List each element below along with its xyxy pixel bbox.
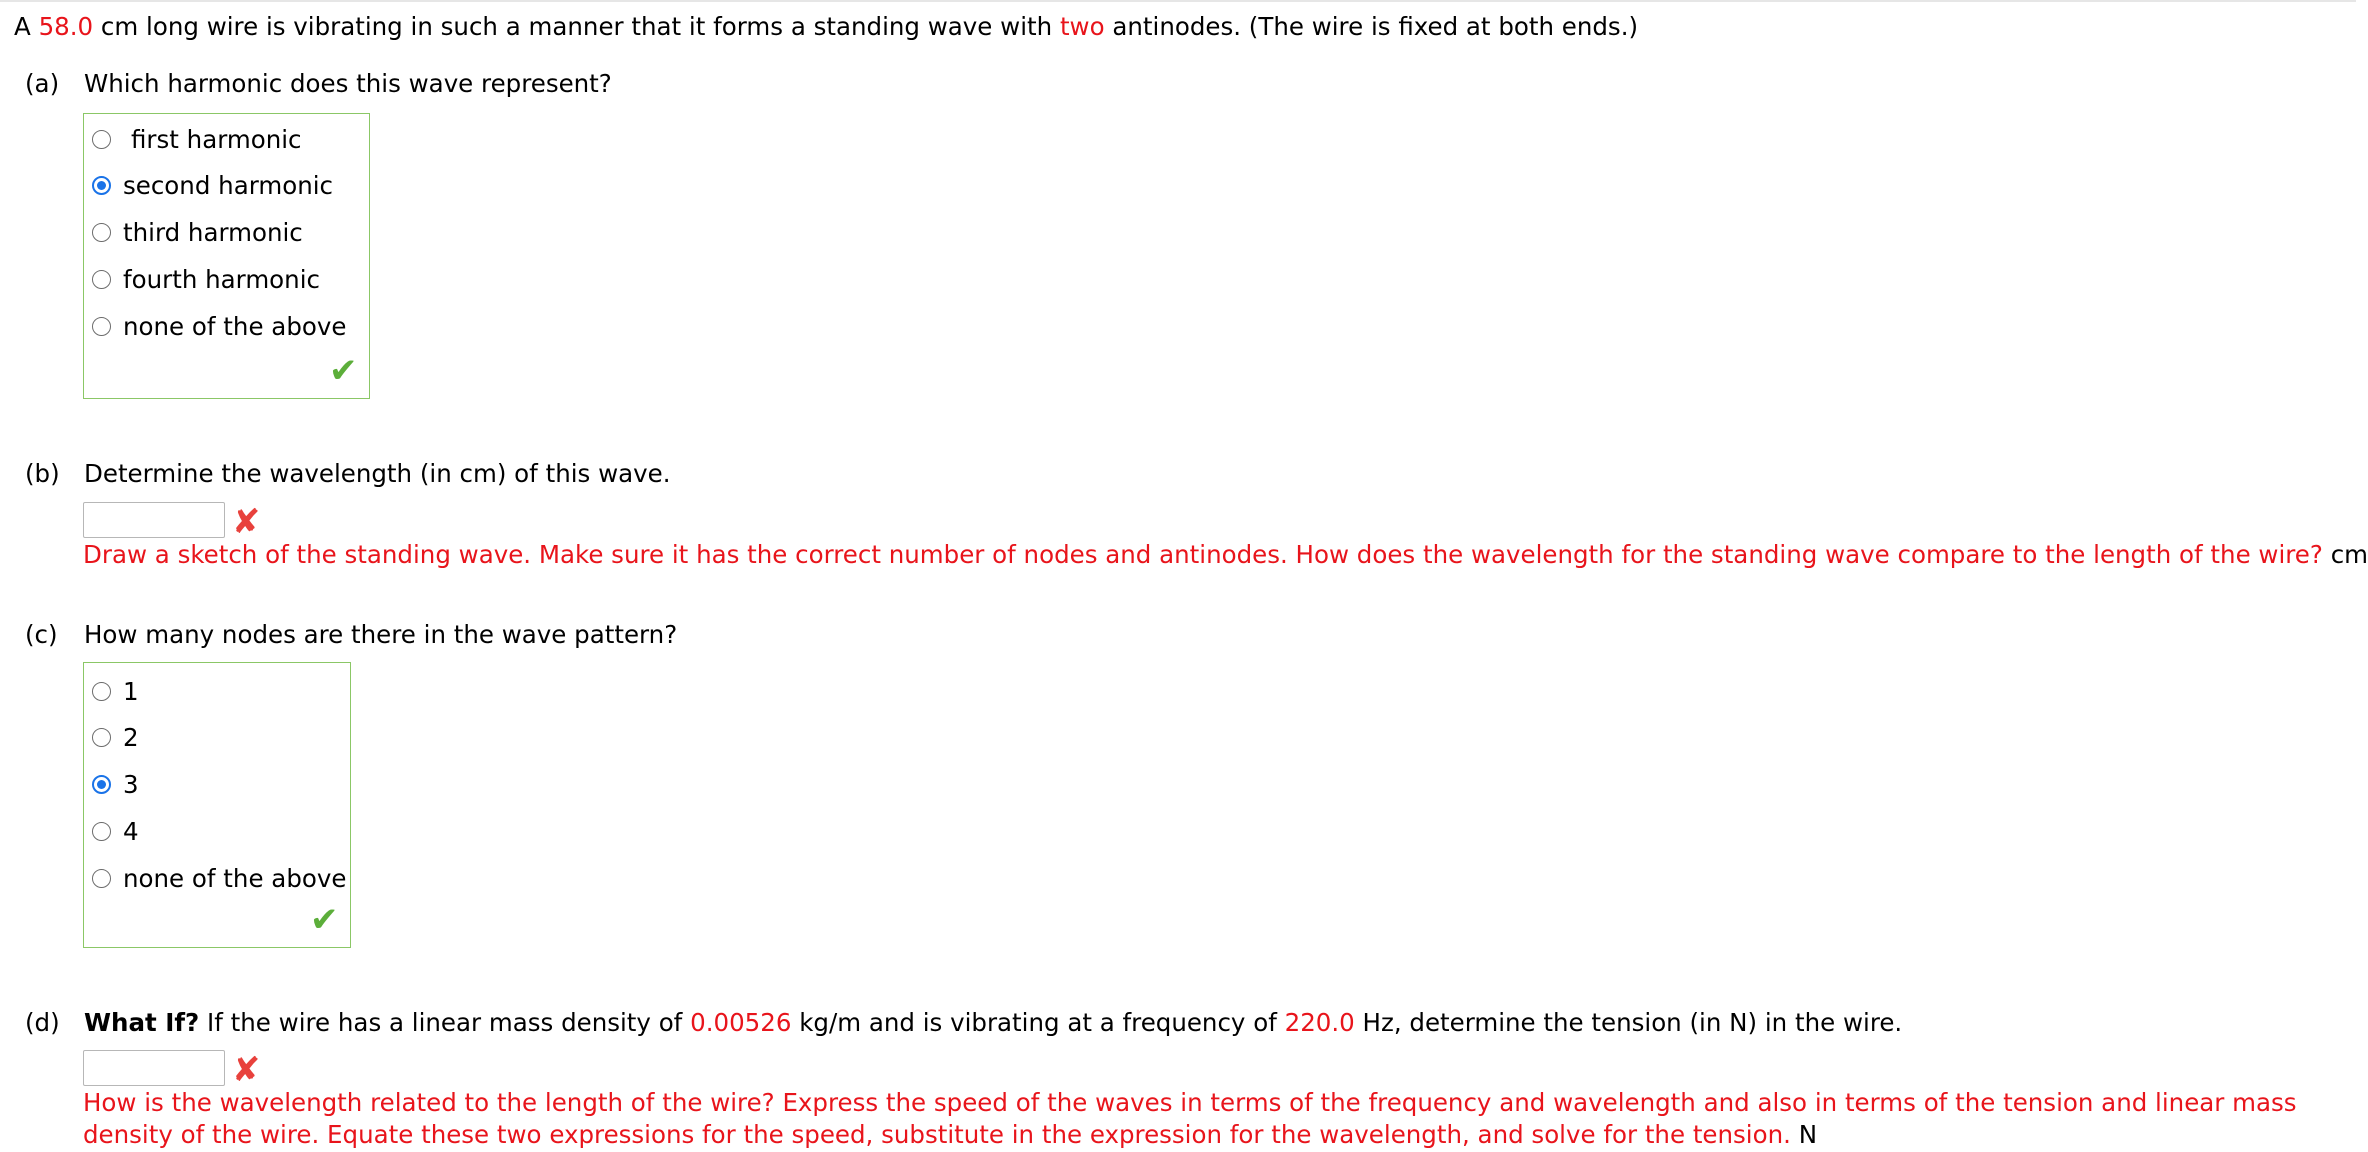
option-label: second harmonic [123,170,334,200]
top-divider [0,0,2356,2]
unit-label: N [1798,1120,1818,1149]
part-b-text: Determine the wavelength (in cm) of this wave. [84,459,671,488]
part-a-option[interactable] [92,217,303,247]
radio-button-selected[interactable] [92,775,111,794]
radio-button[interactable] [92,317,111,336]
radio-button[interactable] [92,223,111,242]
radio-button[interactable] [92,130,111,149]
part-b-question [25,459,671,488]
part-a-text: Which harmonic does this wave represent? [84,69,612,98]
given-antinodes: two [1059,12,1105,41]
check-icon: ✔ [329,351,358,391]
radio-button[interactable] [92,270,111,289]
radio-button[interactable] [92,869,111,888]
part-c-text: How many nodes are there in the wave pattern? [84,620,678,649]
unit-label: cm [2330,540,2368,569]
part-d-question: (d) What If? If the wire has a linear mass density of 0.00526 kg/m and is vibrating at a frequency of 220.0 Hz, determine the tension (in N) in the wire. [25,1008,1903,1037]
part-c-choices [83,662,351,948]
option-label: 1 [123,676,139,706]
radio-button[interactable] [92,822,111,841]
option-label: third harmonic [123,217,303,247]
x-icon: ✘ [232,1050,261,1090]
check-icon: ✔ [310,900,339,940]
part-c-option[interactable] [92,863,346,893]
part-c-question [25,620,677,649]
option-label: fourth harmonic [123,264,320,294]
option-label: 3 [123,769,139,799]
part-c-option[interactable] [92,722,139,752]
what-if-label: What If? [84,1008,200,1037]
option-label: 4 [123,816,139,846]
part-d-hint: How is the wavelength related to the length of the wire? Express the speed of the waves in terms of the frequency and wavelength and also in terms of the tension and linear mass density of the wire. Equate these two expressions for the speed, substitute in the expression for the wavelength, and solve for the tension. N [83,1088,2297,1149]
part-d-label: (d) [25,1008,60,1037]
part-c-label: (c) [25,620,58,649]
given-density: 0.00526 [690,1008,792,1037]
tension-input[interactable] [83,1050,225,1086]
x-icon: ✘ [232,502,261,542]
problem-statement: A 58.0 cm long wire is vibrating in such a manner that it forms a standing wave with two antinodes. (The wire is fixed at both ends.) [14,12,1639,41]
part-b-hint: Draw a sketch of the standing wave. Make sure it has the correct number of nodes and antinodes. How does the wavelength for the standing wave compare to the length of the wire? cm [83,540,2368,569]
given-length: 58.0 [38,12,94,41]
part-a-option[interactable] [92,311,346,341]
part-a-question [25,69,612,98]
radio-button[interactable] [92,682,111,701]
part-c-option-selected[interactable] [92,769,139,799]
option-label: none of the above [123,863,347,893]
part-c-option[interactable] [92,676,139,706]
radio-button-selected[interactable] [92,176,111,195]
part-a-option[interactable] [92,124,302,154]
option-label: 2 [123,722,139,752]
part-a-label: (a) [25,69,60,98]
part-a-option-selected[interactable] [92,170,333,200]
part-a-option[interactable] [92,264,320,294]
option-label: none of the above [123,311,347,341]
given-frequency: 220.0 [1284,1008,1355,1037]
part-b-label: (b) [25,459,60,488]
radio-button[interactable] [92,728,111,747]
wavelength-input[interactable] [83,502,225,538]
option-label: first harmonic [131,124,302,154]
part-a-choices [83,113,370,399]
part-c-option[interactable] [92,816,139,846]
